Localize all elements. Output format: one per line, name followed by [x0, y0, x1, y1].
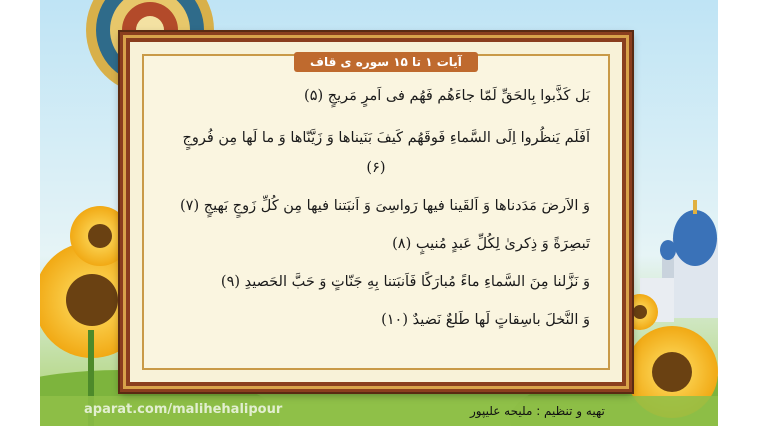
verse-8: تَبصِرَةً وَ ذِکریٰ لِکُلِّ عَبدٍ مُنیبٍ (۸)	[392, 236, 590, 252]
verse-6: اَفَلَم یَنظُروا اِلَی السَّماءِ فَوقَهُم کَیفَ بَنَیناها وَ زَیَّنّاها وَ ما لَها مِن فُروجٍ	[182, 130, 590, 146]
surah-title: آیات ۱ تا ۱۵ سوره ی قاف	[294, 52, 478, 72]
verse-7: وَ الاَرضَ مَدَدناها وَ اَلقَینا فیها رَواسِیَ وَ اَنبَتنا فیها مِن کُلِّ زَوجٍ بَهیجٍ (۷)	[180, 198, 590, 214]
verse-panel	[142, 54, 610, 370]
watermark: aparat.com/malihehalipour	[84, 402, 283, 417]
letterbox-left	[0, 0, 40, 426]
verse-10: وَ النَّخلَ باسِقاتٍ لَها طَلعٌ نَضیدٌ (۱۰)	[381, 312, 590, 328]
verse-5: بَل کَذَّبوا بِالحَقِّ لَمّا جاءَهُم فَهُم فی اَمرٍ مَریجٍ (۵)	[304, 88, 590, 104]
credit-line: تهیه و تنظیم : ملیحه علیپور	[470, 404, 605, 418]
verse-9: وَ نَزَّلنا مِنَ السَّماءِ ماءً مُبارَکًا فَاَنبَتنا بِهِ جَنّاتٍ وَ حَبَّ الحَصیدِ (۹)	[220, 274, 590, 290]
letterbox-right	[718, 0, 758, 426]
verse-6-number: (۶)	[366, 160, 386, 176]
verse-frame	[120, 32, 632, 392]
